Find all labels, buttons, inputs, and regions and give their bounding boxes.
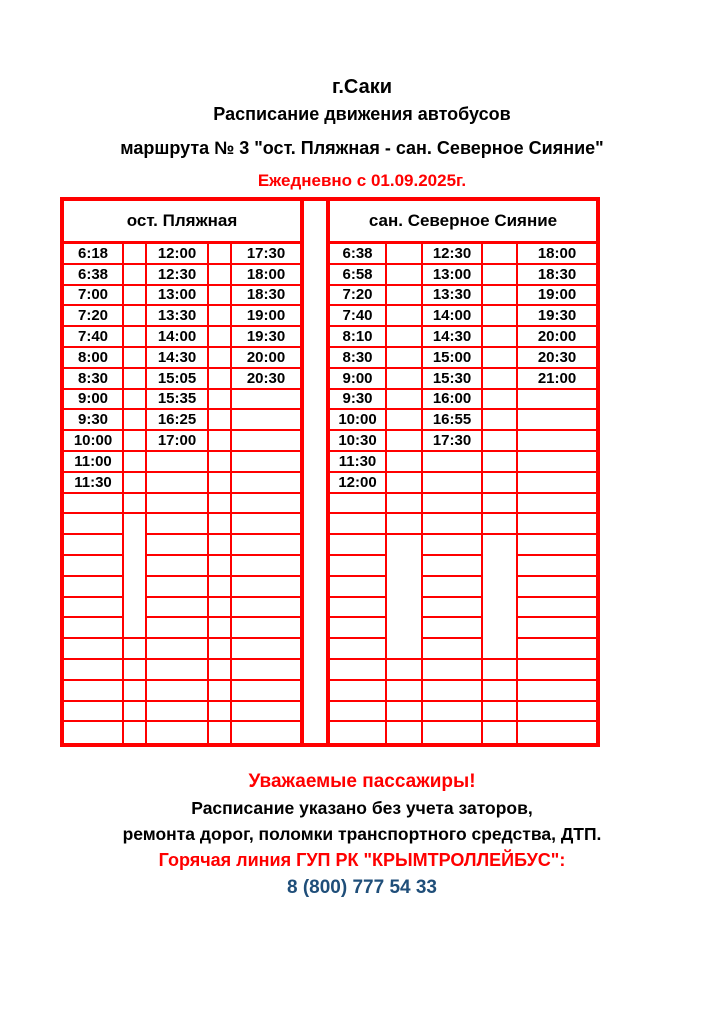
empty-cell — [124, 327, 147, 348]
empty-cell — [423, 514, 483, 535]
time-cell: 21:00 — [518, 369, 596, 390]
empty-cell — [232, 514, 302, 535]
time-cell: 11:00 — [64, 452, 124, 473]
time-cell: 15:00 — [423, 348, 483, 369]
time-cell: 19:30 — [518, 306, 596, 327]
time-cell: 19:00 — [232, 306, 302, 327]
time-cell: 7:40 — [330, 306, 387, 327]
empty-cell — [483, 577, 518, 598]
empty-cell — [232, 494, 302, 515]
empty-cell — [209, 431, 232, 452]
empty-cell — [423, 452, 483, 473]
empty-cell — [124, 348, 147, 369]
empty-cell — [64, 577, 124, 598]
time-cell: 20:30 — [232, 369, 302, 390]
empty-cell — [124, 494, 147, 515]
time-cell: 20:00 — [232, 348, 302, 369]
title-block — [0, 74, 724, 194]
time-cell: 7:20 — [330, 286, 387, 307]
empty-cell — [209, 306, 232, 327]
empty-cell — [209, 639, 232, 660]
empty-cell — [124, 306, 147, 327]
empty-cell — [330, 598, 387, 619]
empty-cell — [209, 514, 232, 535]
empty-cell — [518, 598, 596, 619]
empty-cell — [147, 598, 209, 619]
empty-cell — [387, 535, 423, 556]
time-cell: 8:00 — [64, 348, 124, 369]
empty-cell — [387, 702, 423, 723]
empty-cell — [518, 577, 596, 598]
empty-cell — [209, 722, 232, 743]
time-cell: 8:10 — [330, 327, 387, 348]
empty-cell — [209, 327, 232, 348]
empty-cell — [124, 660, 147, 681]
empty-cell — [209, 618, 232, 639]
empty-cell — [232, 598, 302, 619]
empty-cell — [124, 390, 147, 411]
empty-cell — [124, 410, 147, 431]
time-cell: 6:38 — [330, 244, 387, 265]
empty-cell — [147, 681, 209, 702]
empty-cell — [387, 722, 423, 743]
empty-cell — [330, 535, 387, 556]
empty-cell — [147, 577, 209, 598]
empty-cell — [64, 639, 124, 660]
empty-cell — [483, 265, 518, 286]
time-cell: 18:00 — [518, 244, 596, 265]
empty-cell — [483, 494, 518, 515]
empty-cell — [64, 722, 124, 743]
empty-cell — [330, 702, 387, 723]
empty-cell — [483, 452, 518, 473]
empty-cell — [423, 494, 483, 515]
empty-cell — [209, 369, 232, 390]
empty-cell — [423, 618, 483, 639]
empty-cell — [483, 390, 518, 411]
empty-cell — [423, 639, 483, 660]
empty-cell — [387, 598, 423, 619]
empty-cell — [64, 702, 124, 723]
time-cell: 16:25 — [147, 410, 209, 431]
empty-cell — [124, 473, 147, 494]
empty-cell — [483, 431, 518, 452]
empty-cell — [232, 660, 302, 681]
empty-cell — [64, 598, 124, 619]
empty-cell — [330, 639, 387, 660]
empty-cell — [64, 556, 124, 577]
time-cell: 15:30 — [423, 369, 483, 390]
empty-cell — [64, 514, 124, 535]
time-cell: 6:58 — [330, 265, 387, 286]
empty-cell — [387, 618, 423, 639]
empty-cell — [124, 618, 147, 639]
time-cell: 14:00 — [423, 306, 483, 327]
empty-cell — [232, 639, 302, 660]
empty-cell — [330, 660, 387, 681]
empty-cell — [483, 618, 518, 639]
empty-cell — [147, 722, 209, 743]
empty-cell — [387, 639, 423, 660]
empty-cell — [387, 452, 423, 473]
empty-cell — [232, 431, 302, 452]
empty-cell — [423, 681, 483, 702]
empty-cell — [518, 473, 596, 494]
empty-cell — [387, 369, 423, 390]
empty-cell — [423, 473, 483, 494]
empty-cell — [124, 598, 147, 619]
empty-cell — [64, 618, 124, 639]
time-cell: 9:30 — [64, 410, 124, 431]
table-center-divider — [302, 201, 330, 743]
empty-cell — [147, 618, 209, 639]
empty-cell — [483, 410, 518, 431]
empty-cell — [423, 702, 483, 723]
empty-cell — [209, 265, 232, 286]
empty-cell — [232, 535, 302, 556]
empty-cell — [232, 618, 302, 639]
empty-cell — [387, 577, 423, 598]
empty-cell — [232, 722, 302, 743]
validity-note: Ежедневно с 01.09.2025г. — [257, 171, 467, 190]
empty-cell — [518, 431, 596, 452]
empty-cell — [387, 265, 423, 286]
passengers-notice-title: Уважаемые пассажиры! — [248, 771, 476, 792]
time-cell: 7:00 — [64, 286, 124, 307]
empty-cell — [124, 535, 147, 556]
empty-cell — [209, 348, 232, 369]
empty-cell — [330, 577, 387, 598]
empty-cell — [387, 473, 423, 494]
time-cell: 11:30 — [330, 452, 387, 473]
time-cell: 17:30 — [423, 431, 483, 452]
empty-cell — [483, 286, 518, 307]
empty-cell — [232, 473, 302, 494]
empty-cell — [209, 286, 232, 307]
time-cell: 10:30 — [330, 431, 387, 452]
empty-cell — [423, 660, 483, 681]
empty-cell — [387, 494, 423, 515]
empty-cell — [209, 390, 232, 411]
empty-cell — [518, 556, 596, 577]
empty-cell — [124, 244, 147, 265]
empty-cell — [483, 327, 518, 348]
hotline-label: Горячая линия ГУП РК "КРЫМТРОЛЛЕЙБУС": — [158, 850, 566, 870]
time-cell: 14:30 — [147, 348, 209, 369]
empty-cell — [423, 556, 483, 577]
empty-cell — [387, 390, 423, 411]
time-cell: 7:40 — [64, 327, 124, 348]
empty-cell — [387, 556, 423, 577]
empty-cell — [124, 286, 147, 307]
time-cell: 15:05 — [147, 369, 209, 390]
empty-cell — [387, 660, 423, 681]
empty-cell — [330, 514, 387, 535]
empty-cell — [64, 660, 124, 681]
empty-cell — [518, 514, 596, 535]
empty-cell — [64, 494, 124, 515]
time-cell: 20:30 — [518, 348, 596, 369]
empty-cell — [147, 535, 209, 556]
time-cell: 12:30 — [423, 244, 483, 265]
empty-cell — [483, 473, 518, 494]
empty-cell — [124, 681, 147, 702]
empty-cell — [518, 410, 596, 431]
empty-cell — [147, 514, 209, 535]
empty-cell — [518, 639, 596, 660]
empty-cell — [423, 598, 483, 619]
notice-line-1: Расписание указано без учета заторов, — [191, 798, 533, 818]
empty-cell — [209, 681, 232, 702]
empty-cell — [209, 598, 232, 619]
empty-cell — [124, 577, 147, 598]
empty-cell — [330, 722, 387, 743]
empty-cell — [483, 348, 518, 369]
empty-cell — [330, 618, 387, 639]
time-cell: 16:55 — [423, 410, 483, 431]
empty-cell — [387, 348, 423, 369]
empty-cell — [209, 702, 232, 723]
empty-cell — [483, 556, 518, 577]
time-cell: 19:30 — [232, 327, 302, 348]
time-cell: 15:35 — [147, 390, 209, 411]
empty-cell — [124, 431, 147, 452]
route-title: маршрута № 3 "ост. Пляжная - сан. Северное Сияние" — [120, 138, 604, 158]
time-cell: 20:00 — [518, 327, 596, 348]
empty-cell — [387, 514, 423, 535]
time-cell: 14:00 — [147, 327, 209, 348]
time-cell: 12:30 — [147, 265, 209, 286]
empty-cell — [209, 494, 232, 515]
time-cell: 10:00 — [330, 410, 387, 431]
time-cell: 6:18 — [64, 244, 124, 265]
empty-cell — [147, 639, 209, 660]
empty-cell — [518, 681, 596, 702]
empty-cell — [124, 452, 147, 473]
empty-cell — [330, 681, 387, 702]
hotline-phone-number: 8 (800) 777 54 33 — [286, 877, 437, 898]
empty-cell — [483, 514, 518, 535]
empty-cell — [387, 244, 423, 265]
empty-cell — [483, 639, 518, 660]
time-cell: 13:00 — [423, 265, 483, 286]
empty-cell — [483, 722, 518, 743]
empty-cell — [518, 702, 596, 723]
time-cell: 13:30 — [147, 306, 209, 327]
empty-cell — [232, 681, 302, 702]
empty-cell — [483, 702, 518, 723]
empty-cell — [387, 306, 423, 327]
empty-cell — [423, 535, 483, 556]
empty-cell — [423, 722, 483, 743]
empty-cell — [518, 452, 596, 473]
right-stop-header: сан. Северное Сияние — [330, 201, 596, 244]
empty-cell — [232, 556, 302, 577]
empty-cell — [209, 535, 232, 556]
empty-cell — [330, 556, 387, 577]
empty-cell — [147, 556, 209, 577]
time-cell: 18:00 — [232, 265, 302, 286]
empty-cell — [209, 577, 232, 598]
empty-cell — [209, 660, 232, 681]
footer-notice — [0, 768, 724, 902]
time-cell: 19:00 — [518, 286, 596, 307]
empty-cell — [124, 556, 147, 577]
time-cell: 7:20 — [64, 306, 124, 327]
empty-cell — [64, 535, 124, 556]
time-cell: 9:00 — [64, 390, 124, 411]
time-cell: 17:00 — [147, 431, 209, 452]
empty-cell — [209, 244, 232, 265]
city-title: г.Саки — [332, 76, 392, 98]
time-cell: 18:30 — [518, 265, 596, 286]
empty-cell — [387, 431, 423, 452]
empty-cell — [147, 452, 209, 473]
empty-cell — [124, 722, 147, 743]
empty-cell — [147, 494, 209, 515]
empty-cell — [209, 410, 232, 431]
time-cell: 12:00 — [147, 244, 209, 265]
time-cell: 12:00 — [330, 473, 387, 494]
empty-cell — [483, 598, 518, 619]
empty-cell — [232, 702, 302, 723]
empty-cell — [518, 618, 596, 639]
empty-cell — [209, 556, 232, 577]
empty-cell — [209, 473, 232, 494]
empty-cell — [483, 369, 518, 390]
empty-cell — [64, 681, 124, 702]
time-cell: 13:30 — [423, 286, 483, 307]
empty-cell — [232, 452, 302, 473]
empty-cell — [124, 702, 147, 723]
time-cell: 11:30 — [64, 473, 124, 494]
empty-cell — [232, 410, 302, 431]
time-cell: 14:30 — [423, 327, 483, 348]
empty-cell — [483, 660, 518, 681]
time-cell: 8:30 — [330, 348, 387, 369]
empty-cell — [124, 514, 147, 535]
empty-cell — [330, 494, 387, 515]
time-cell: 8:30 — [64, 369, 124, 390]
empty-cell — [147, 473, 209, 494]
time-cell: 9:30 — [330, 390, 387, 411]
empty-cell — [232, 577, 302, 598]
empty-cell — [483, 681, 518, 702]
left-stop-header: ост. Пляжная — [64, 201, 302, 244]
time-cell: 16:00 — [423, 390, 483, 411]
empty-cell — [124, 639, 147, 660]
empty-cell — [483, 306, 518, 327]
time-cell: 10:00 — [64, 431, 124, 452]
empty-cell — [518, 494, 596, 515]
empty-cell — [518, 390, 596, 411]
empty-cell — [387, 681, 423, 702]
time-cell: 6:38 — [64, 265, 124, 286]
time-cell: 13:00 — [147, 286, 209, 307]
empty-cell — [147, 702, 209, 723]
empty-cell — [387, 410, 423, 431]
notice-line-2: ремонта дорог, поломки транспортного средства, ДТП. — [122, 824, 602, 844]
empty-cell — [147, 660, 209, 681]
empty-cell — [518, 722, 596, 743]
empty-cell — [518, 660, 596, 681]
empty-cell — [209, 452, 232, 473]
empty-cell — [387, 286, 423, 307]
empty-cell — [124, 369, 147, 390]
empty-cell — [423, 577, 483, 598]
empty-cell — [518, 535, 596, 556]
time-cell: 17:30 — [232, 244, 302, 265]
empty-cell — [232, 390, 302, 411]
time-cell: 18:30 — [232, 286, 302, 307]
time-cell: 9:00 — [330, 369, 387, 390]
timetable-grid — [60, 197, 600, 747]
empty-cell — [483, 244, 518, 265]
schedule-title: Расписание движения автобусов — [213, 104, 511, 124]
empty-cell — [124, 265, 147, 286]
empty-cell — [387, 327, 423, 348]
empty-cell — [483, 535, 518, 556]
